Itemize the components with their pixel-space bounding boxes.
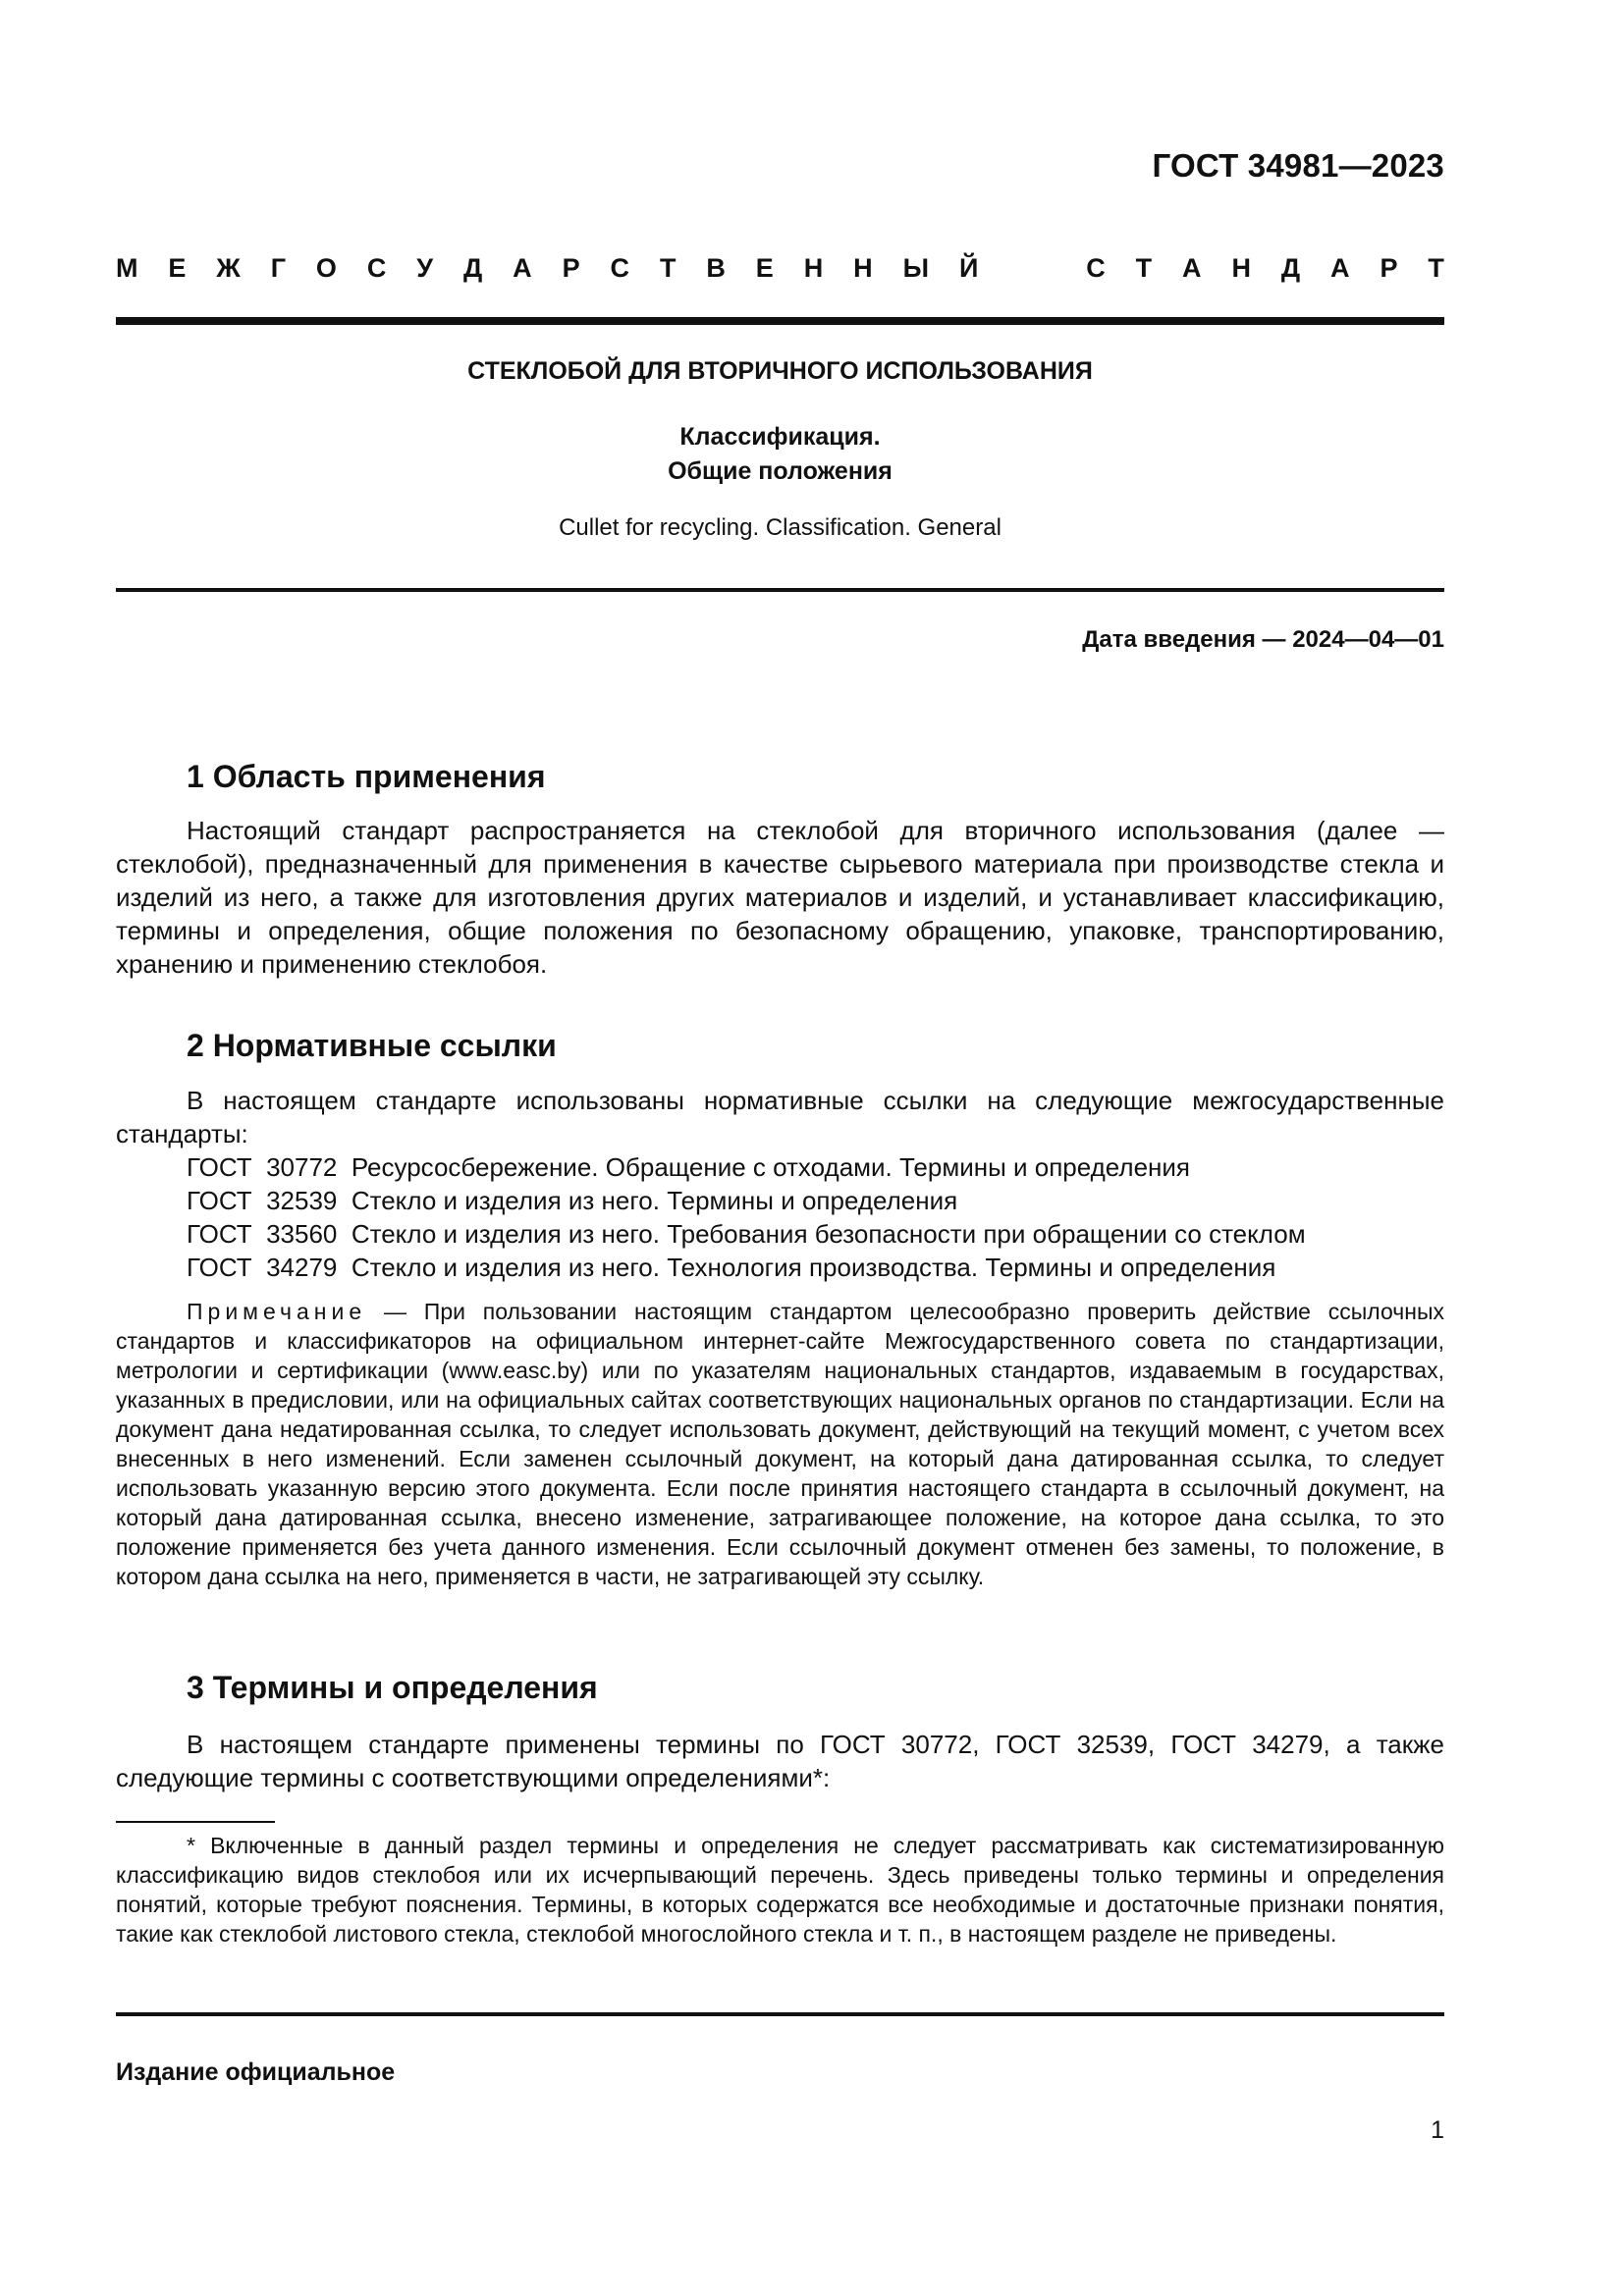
letter: У [416, 253, 434, 283]
header-divider [116, 317, 1444, 325]
standard-number: ГОСТ 34981—2023 [1152, 147, 1444, 184]
document-subtitle [116, 420, 1444, 489]
reference-item: ГОСТ 32539 Стекло и изделия из него. Термины и определения [187, 1186, 958, 1215]
letter: Ы [902, 253, 930, 283]
letter: Д [463, 253, 483, 283]
section-paragraph: Настоящий стандарт распространяется на стеклобой для вторичного использования (далее — стеклобой), предназначенный для применения в качестве сырьевого материала при производстве стекла и изделий из него, а также для изготовления других материалов и изделий, и устанавливает классификацию, термины и определения, общие положения по безопасному обращению, упаковке, транспортированию, хранению и применению стеклобоя. [116, 816, 1444, 979]
letter: А [1330, 253, 1350, 283]
note-block [116, 1297, 1444, 1591]
letter: О [315, 253, 337, 283]
section-heading: 3 Термины и определения [187, 1670, 598, 1705]
reference-item: ГОСТ 30772 Ресурсосбережение. Обращение с отходами. Термины и определения [187, 1152, 1190, 1182]
letter: Д [1280, 253, 1301, 283]
subtitle-line: Классификация. [679, 423, 881, 451]
footnote-separator [116, 1821, 275, 1823]
letter: Р [562, 253, 580, 283]
letter: А [513, 253, 532, 283]
letter: Н [853, 253, 873, 283]
document-title: СТЕКЛОБОЙ ДЛЯ ВТОРИЧНОГО ИСПОЛЬЗОВАНИЯ [467, 357, 1093, 385]
section-heading: 1 Область применения [187, 759, 546, 794]
letter: М [116, 253, 138, 283]
letter: Е [168, 253, 187, 283]
letter: А [1182, 253, 1202, 283]
page-number: 1 [1431, 2116, 1444, 2144]
reference-item: ГОСТ 34279 Стекло и изделия из него. Технология производства. Термины и определения [187, 1253, 1276, 1282]
title-divider [116, 588, 1444, 592]
introduction-date: Дата введения — 2024—04—01 [1082, 626, 1444, 653]
footer-divider [116, 2012, 1444, 2016]
reference-item: ГОСТ 33560 Стекло и изделия из него. Требования безопасности при обращении со стеклом [187, 1219, 1306, 1249]
letter: С [610, 253, 630, 283]
letter: Г [270, 253, 286, 283]
english-title: Cullet for recycling. Classification. General [559, 514, 1001, 541]
letter: Р [1380, 253, 1398, 283]
letter: Е [755, 253, 774, 283]
letter: Ж [216, 253, 241, 283]
section-paragraph: В настоящем стандарте применены термины по ГОСТ 30772, ГОСТ 32539, ГОСТ 34279, а также следующие термины с соответствующими определениями*: [116, 1730, 1444, 1792]
letter: Й [958, 253, 979, 283]
note-label: Примечание [187, 1299, 367, 1324]
section-paragraph: В настоящем стандарте использованы нормативные ссылки на следующие межгосударственные стандарты: [116, 1086, 1444, 1148]
letter: В [706, 253, 726, 283]
letter: Т [1135, 253, 1153, 283]
letter: С [366, 253, 387, 283]
note-text: — При пользовании настоящим стандартом целесообразно проверить действие ссылочных стандартов и классификаторов на официальном интернет-сайте Межгосударственного совета по стандартизации, метрологии и сертификации (www.easc.by) или по указателям национальных стандартов, издаваемым в государствах, указанных в предисловии, или на официальных сайтах соответствующих национальных органов по стандартизации. Если на документ дана недатированная ссылка, то следует использовать документ, действующий на текущий момент, с учетом всех внесенных в него изменений. Если заменен ссылочный документ, на который дана датированная ссылка, то следует использовать указанную версию этого документа. Если после принятия настоящего стандарта в ссылочный документ, на который дана датированная ссылка, внесено изменение, затрагивающее положение, на которое дана ссылка, то это положение применяется без учета данного изменения. Если ссылочный документ отменен без замены, то положение, в котором дана ссылка на него, применяется в части, не затрагивающей эту ссылку. [116, 1299, 1444, 1589]
letter: Н [1231, 253, 1251, 283]
letter: Т [1428, 253, 1444, 283]
interstate-standard-label [116, 253, 1444, 284]
section-heading: 2 Нормативные ссылки [187, 1028, 557, 1063]
subtitle-line: Общие положения [668, 457, 893, 485]
footnote: * Включенные в данный раздел термины и определения не следует рассматривать как систематизированную классификацию видов стеклобоя или их исчерпывающий перечень. Здесь приведены только термины и определения понятий, которые требуют пояснения. Термины, в которых содержатся все необходимые и достаточные признаки понятия, такие как стеклобой листового стекла, стеклобой многослойного стекла и т. п., в настоящем разделе не приведены. [116, 1833, 1444, 1947]
letter: Н [803, 253, 824, 283]
official-edition-label: Издание официальное [116, 2058, 396, 2086]
letter: С [1086, 253, 1106, 283]
word-gap [1008, 253, 1056, 284]
letter: Т [659, 253, 677, 283]
